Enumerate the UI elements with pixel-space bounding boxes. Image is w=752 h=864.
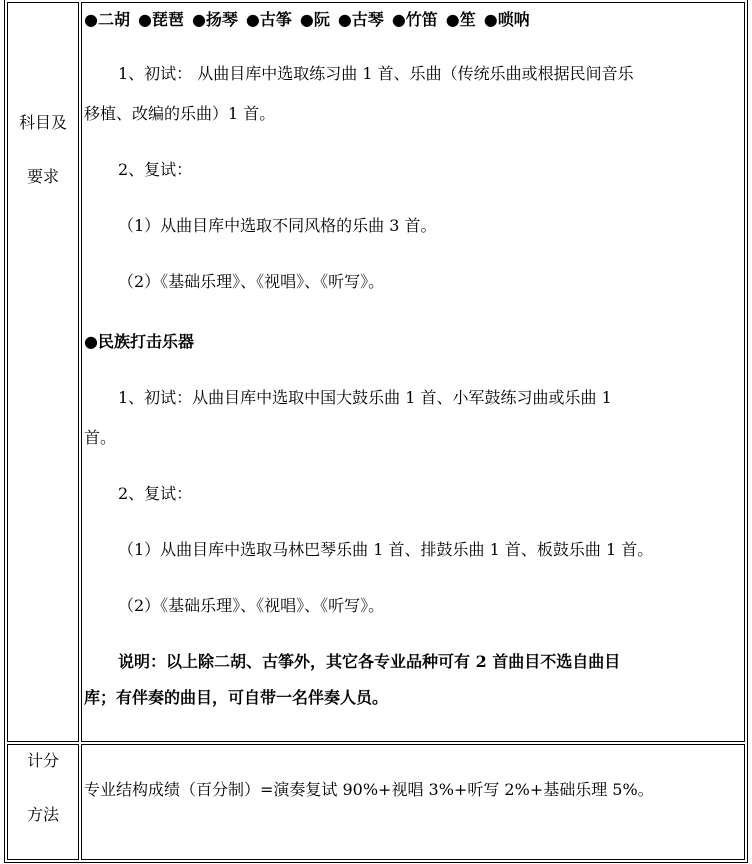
subjects-row <box>7 2 745 742</box>
subjects-label-line1: 科目及 <box>18 113 67 132</box>
instrument-guqin: ●古琴 <box>337 10 384 29</box>
retest-item-2: （2）《基础乐理》、《视唱》、《听写》。 <box>118 272 385 291</box>
subjects-label-line2: 要求 <box>26 167 59 186</box>
percussion-retest-item-2: （2）《基础乐理》、《视唱》、《听写》。 <box>118 596 385 615</box>
instrument-list <box>84 9 744 31</box>
instrument-ruan: ●阮 <box>299 10 330 29</box>
retest-item-1: （1）从曲目库中选取不同风格的乐曲 3 首。 <box>118 216 437 235</box>
scoring-formula: 专业结构成绩（百分制）=演奏复试 90%+视唱 3%+听写 2%+基础乐理 5%。 <box>84 780 654 799</box>
retest-heading: 2、复试： <box>118 160 193 179</box>
subjects-label-cell <box>7 2 79 742</box>
requirements-table <box>4 0 748 863</box>
instrument-pipa: ●琵琶 <box>137 10 184 29</box>
percussion-heading: ●民族打击乐器 <box>84 332 194 351</box>
preliminary-exam-line2: 移植、改编的乐曲）1 首。 <box>84 104 276 123</box>
instrument-suona: ●唢呐 <box>483 10 530 29</box>
percussion-retest-heading: 2、复试： <box>118 484 193 503</box>
instrument-guzheng: ●古筝 <box>245 10 292 29</box>
instrument-zhudi: ●竹笛 <box>391 10 438 29</box>
subjects-content-cell <box>81 2 745 742</box>
note-line2: 库；有伴奏的曲目，可自带一名伴奏人员。 <box>84 688 389 707</box>
scoring-label-cell <box>7 744 79 860</box>
scoring-label-line2: 方法 <box>26 805 59 824</box>
scoring-content-cell <box>81 744 745 860</box>
instrument-sheng: ●笙 <box>445 10 476 29</box>
preliminary-exam-line1: 1、初试： 从曲目库中选取练习曲 1 首、乐曲（传统乐曲或根据民间音乐 <box>118 64 634 83</box>
percussion-retest-item-1: （1）从曲目库中选取马林巴琴乐曲 1 首、排鼓乐曲 1 首、板鼓乐曲 1 首。 <box>118 540 654 559</box>
scoring-row <box>7 744 745 860</box>
scoring-label-line1: 计分 <box>26 751 59 770</box>
instrument-erhu: ●二胡 <box>84 10 130 29</box>
percussion-preliminary-line2: 首。 <box>84 428 117 447</box>
percussion-preliminary-line1: 1、初试：从曲目库中选取中国大鼓乐曲 1 首、小军鼓练习曲或乐曲 1 <box>118 388 612 407</box>
instrument-yangqin: ●扬琴 <box>191 10 238 29</box>
note-line1: 说明：以上除二胡、古筝外，其它各专业品种可有 2 首曲目不选自曲目 <box>118 652 621 671</box>
